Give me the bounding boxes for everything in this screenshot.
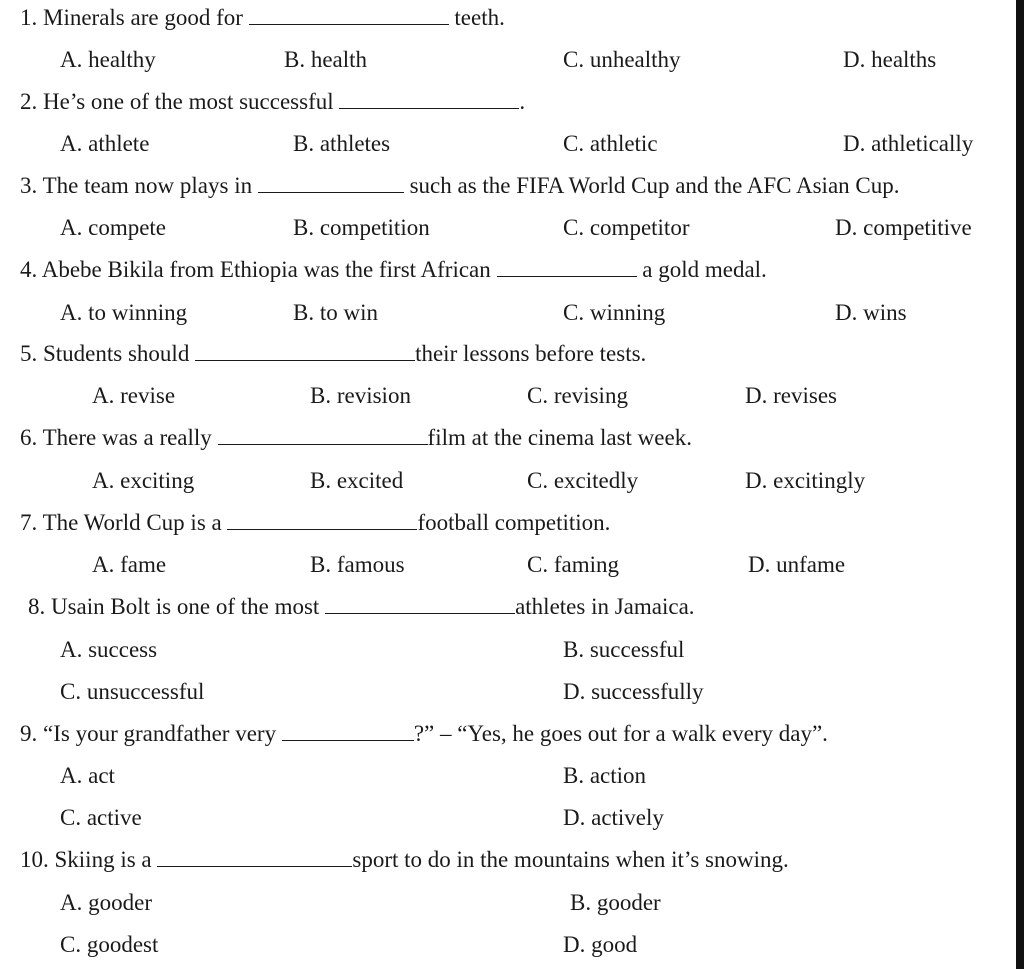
question-8-text: 8. Usain Bolt is one of the most (28, 594, 320, 619)
option-1b[interactable]: B. health (284, 47, 368, 72)
question-3 (20, 172, 900, 200)
option-9a[interactable]: A. act (60, 763, 115, 788)
question-9 (20, 720, 828, 748)
question-4 (20, 256, 767, 284)
question-6-text-end: film at the cinema last week. (427, 425, 692, 450)
option-3b[interactable]: B. competition (293, 215, 430, 240)
option-3d[interactable]: D. competitive (835, 215, 972, 240)
option-4b[interactable]: B. to win (293, 300, 378, 325)
answer-blank-10[interactable] (157, 846, 352, 867)
option-1d[interactable]: D. healths (843, 47, 937, 72)
option-2d[interactable]: D. athletically (843, 131, 974, 156)
option-9c[interactable]: C. active (60, 805, 142, 830)
question-5-text-end: their lessons before tests. (415, 341, 647, 366)
answer-blank-3[interactable] (258, 172, 404, 193)
option-5c[interactable]: C. revising (527, 383, 628, 408)
question-2 (20, 88, 525, 116)
option-10a[interactable]: A. gooder (60, 890, 152, 915)
answer-blank-2[interactable] (339, 88, 519, 109)
answer-blank-5[interactable] (195, 340, 415, 361)
question-7-text-end: football competition. (417, 510, 611, 535)
option-10c[interactable]: C. goodest (60, 932, 159, 957)
option-7c[interactable]: C. faming (527, 552, 619, 577)
answer-blank-9[interactable] (282, 720, 414, 741)
answer-blank-6[interactable] (218, 424, 428, 445)
right-border (1016, 0, 1024, 969)
question-7-text: 7. The World Cup is a (20, 510, 222, 535)
question-1-text: 1. Minerals are good for (20, 5, 243, 30)
question-10-text-end: sport to do in the mountains when it’s snowing. (352, 847, 789, 872)
option-2a[interactable]: A. athlete (60, 131, 150, 156)
answer-blank-8[interactable] (325, 593, 515, 614)
question-2-text-end: . (519, 89, 526, 114)
question-2-text: 2. He’s one of the most successful (20, 89, 334, 114)
answer-blank-7[interactable] (227, 509, 417, 530)
question-5 (20, 340, 646, 368)
question-6 (20, 424, 692, 452)
question-8 (28, 593, 695, 621)
option-2c[interactable]: C. athletic (563, 131, 658, 156)
option-4c[interactable]: C. winning (563, 300, 666, 325)
option-6b[interactable]: B. excited (310, 468, 404, 493)
option-2b[interactable]: B. athletes (293, 131, 391, 156)
question-6-text: 6. There was a really (20, 425, 212, 450)
option-5a[interactable]: A. revise (92, 383, 176, 408)
question-10-text: 10. Skiing is a (20, 847, 152, 872)
option-5b[interactable]: B. revision (310, 383, 411, 408)
option-6c[interactable]: C. excitedly (527, 468, 639, 493)
option-6d[interactable]: D. excitingly (745, 468, 866, 493)
question-1-text-end: teeth. (454, 5, 505, 30)
question-10 (20, 846, 789, 874)
option-5d[interactable]: D. revises (745, 383, 837, 408)
question-3-text: 3. The team now plays in (20, 173, 253, 198)
option-8a[interactable]: A. success (60, 637, 158, 662)
option-8d[interactable]: D. successfully (563, 679, 704, 704)
answer-blank-1[interactable] (249, 4, 449, 25)
question-7 (20, 509, 610, 537)
question-4-text: 4. Abebe Bikila from Ethiopia was the first African (20, 257, 491, 282)
option-4a[interactable]: A. to winning (60, 300, 188, 325)
option-10b[interactable]: B. gooder (570, 890, 661, 915)
option-1c[interactable]: C. unhealthy (563, 47, 681, 72)
option-3a[interactable]: A. compete (60, 215, 167, 240)
question-4-text-end: a gold medal. (642, 257, 767, 282)
question-8-text-end: athletes in Jamaica. (515, 594, 695, 619)
question-5-text: 5. Students should (20, 341, 190, 366)
option-1a[interactable]: A. healthy (60, 47, 156, 72)
option-7b[interactable]: B. famous (310, 552, 405, 577)
question-9-text: 9. “Is your grandfather very (20, 721, 277, 746)
option-9d[interactable]: D. actively (563, 805, 664, 830)
option-7d[interactable]: D. unfame (748, 552, 846, 577)
option-6a[interactable]: A. exciting (92, 468, 195, 493)
option-8c[interactable]: C. unsuccessful (60, 679, 205, 704)
option-7a[interactable]: A. fame (92, 552, 167, 577)
answer-blank-4[interactable] (497, 256, 637, 277)
option-4d[interactable]: D. wins (835, 300, 907, 325)
question-9-text-end: ?” – “Yes, he goes out for a walk every day”. (413, 721, 828, 746)
question-3-text-end: such as the FIFA World Cup and the AFC Asian Cup. (409, 173, 900, 198)
option-8b[interactable]: B. successful (563, 637, 685, 662)
option-10d[interactable]: D. good (563, 932, 638, 957)
option-3c[interactable]: C. competitor (563, 215, 690, 240)
question-1 (20, 4, 505, 32)
option-9b[interactable]: B. action (563, 763, 647, 788)
